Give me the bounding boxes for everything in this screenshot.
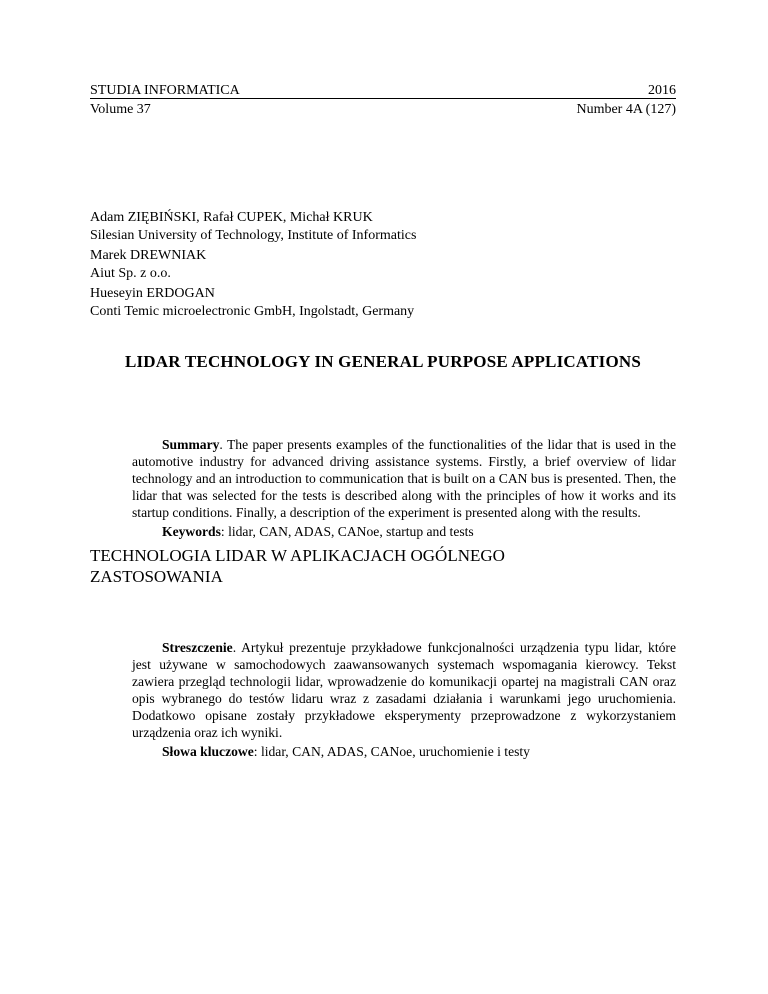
affiliation-line: Aiut Sp. z o.o. — [90, 266, 171, 281]
affiliation-line: Conti Temic microelectronic GmbH, Ingolstadt, Germany — [90, 304, 415, 319]
affiliation-line: Silesian University of Technology, Institute of Informatics — [90, 228, 417, 243]
abstract-paragraph-polish — [132, 639, 676, 741]
author-line: Adam ZIĘBIŃSKI, Rafał CUPEK, Michał KRUK — [90, 210, 373, 225]
abstract-text: . The paper presents examples of the functionalities of the lidar that is used in the automotive industry for advanced driving assistance systems. Firstly, a brief overview of lidar technology and an introduction to communication that is built on a CAN bus is presented. Then, the lidar that was selected for the tests is described along with the principles of how it works and its startup conditions. Finally, a description of the experiment is presented along with the results. — [132, 437, 676, 520]
abstract-polish — [132, 639, 676, 760]
keywords-label-polish: Słowa kluczowe — [162, 744, 254, 759]
header-rule — [90, 98, 676, 99]
journal-name: STUDIA INFORMATICA — [90, 83, 240, 98]
paper-title: LIDAR TECHNOLOGY IN GENERAL PURPOSE APPLICATIONS — [124, 352, 642, 371]
keywords-label: Keywords — [162, 524, 221, 539]
abstract-label: Summary — [162, 437, 220, 452]
author-line: Hueseyin ERDOGAN — [90, 286, 215, 301]
abstract-paragraph — [132, 436, 676, 521]
author-line: Marek DREWNIAK — [90, 248, 207, 263]
keywords-text: : lidar, CAN, ADAS, CANoe, startup and tests — [220, 524, 474, 539]
keywords-line-polish — [132, 743, 676, 760]
abstract-label-polish: Streszczenie — [162, 640, 233, 655]
paper-title-polish: TECHNOLOGIA LIDAR W APLIKACJACH OGÓLNEGO ZASTOSOWANIA — [90, 546, 505, 586]
abstract-english — [132, 436, 676, 540]
keywords-line — [132, 523, 676, 540]
journal-volume: Volume 37 — [90, 102, 151, 117]
journal-header-top — [90, 82, 676, 99]
author-block — [90, 210, 416, 324]
journal-header-bottom — [90, 101, 676, 118]
journal-number: Number 4A (127) — [576, 102, 676, 117]
keywords-text-polish: : lidar, CAN, ADAS, CANoe, uruchomienie i testy — [253, 744, 530, 759]
journal-year: 2016 — [648, 83, 676, 98]
abstract-text-polish: . Artykuł prezentuje przykładowe funkcjonalności urządzenia typu lidar, które jest używane w samochodowych zaawansowanych systemach wspomagania kierowcy. Tekst zawiera przegląd technologii lidar, wprowadzenie do komunikacji opartej na magistrali CAN oraz opis wybranego do testów lidaru wraz z zasadami działania i warunkami jego uruchomienia. Dodatkowo opisane zostały przykładowe eksperymenty przeprowadzone z wykorzystaniem urządzenia oraz ich wyniki. — [132, 640, 676, 740]
